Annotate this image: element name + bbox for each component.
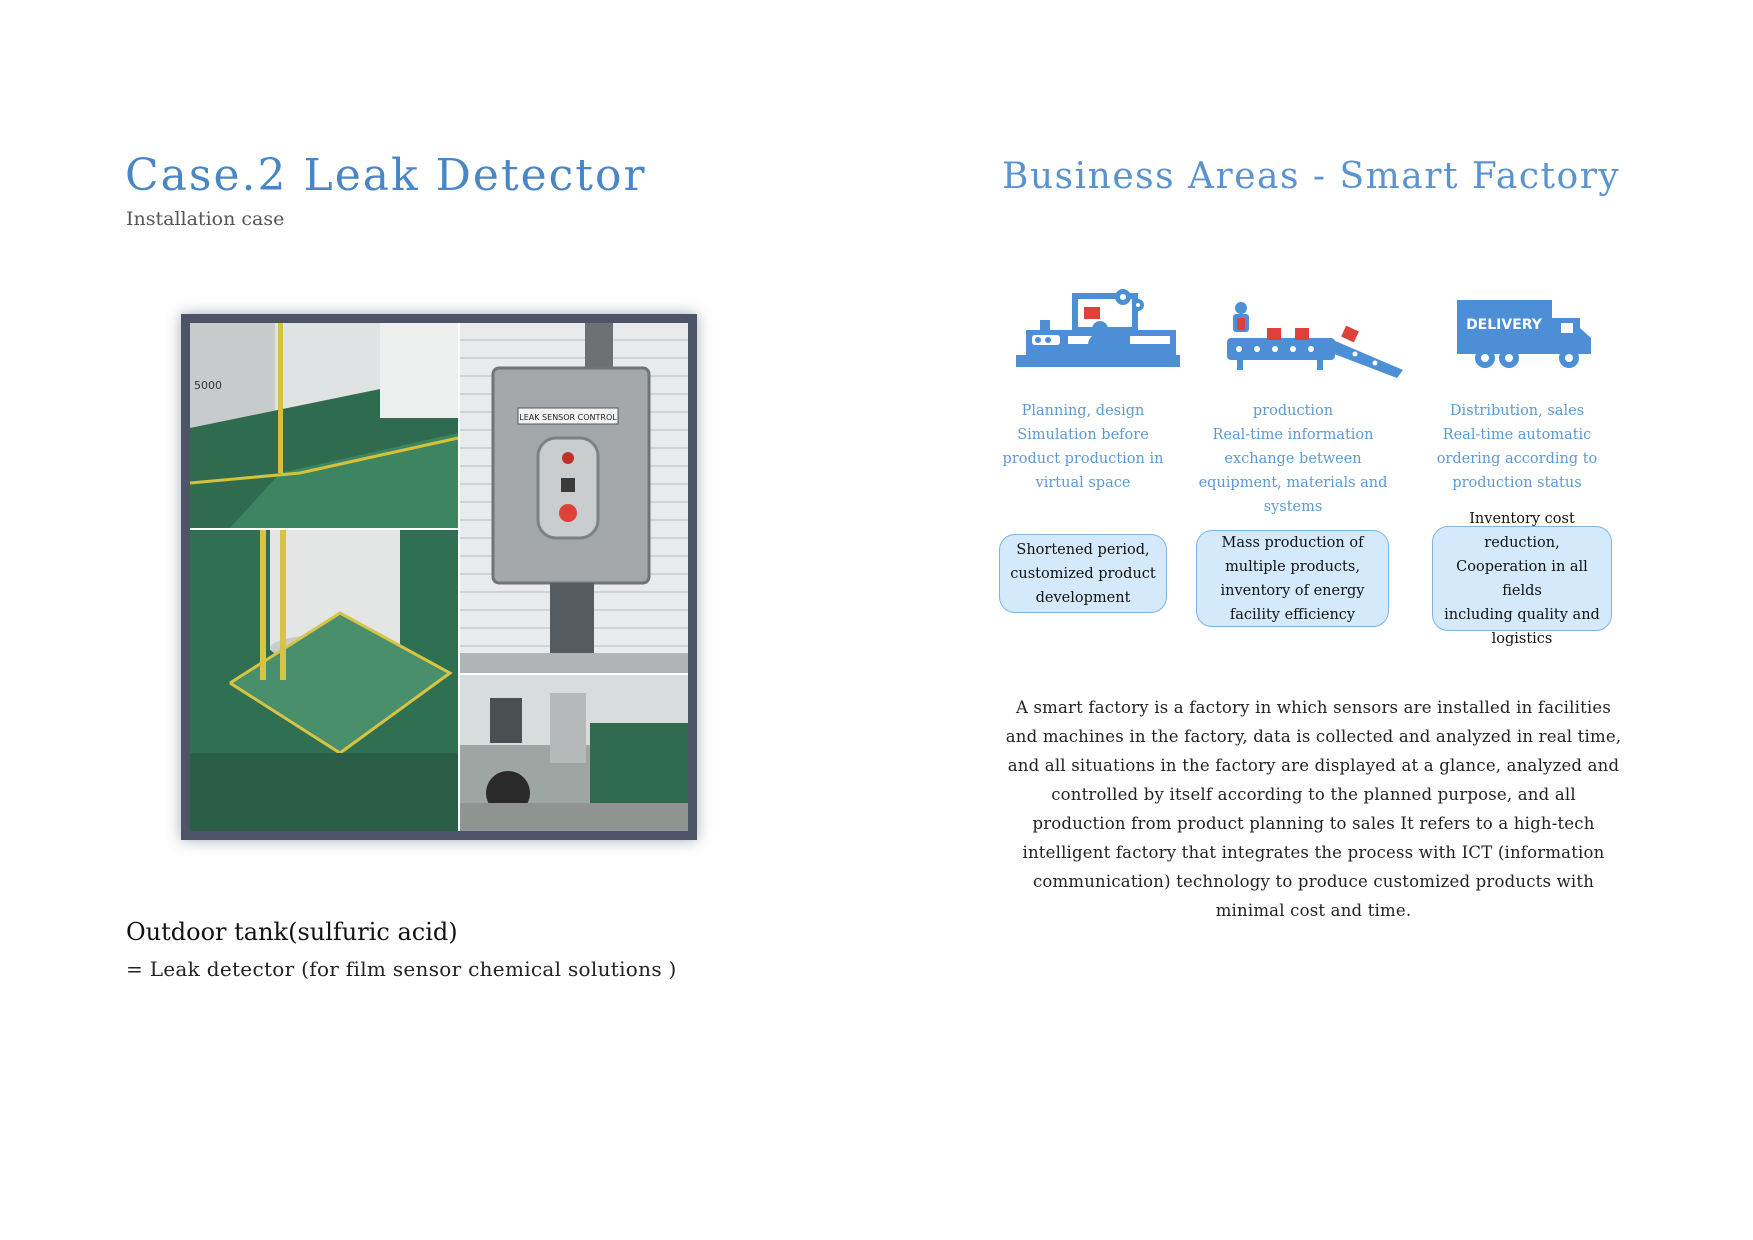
benefit-production-text: Mass production of multiple products, inventory of energy facility efficiency	[1220, 534, 1365, 623]
installation-photo-collage	[190, 323, 688, 831]
area-planning-description-text: Planning, design Simulation before product production in virtual space	[1002, 403, 1164, 491]
benefit-box-distribution	[1432, 510, 1612, 647]
photo-control-panel	[460, 323, 688, 703]
installation-photo-illustration	[190, 323, 688, 831]
area-production-description	[1193, 399, 1393, 519]
benefit-box-planning	[999, 534, 1167, 613]
production-conveyor-icon	[1225, 300, 1405, 380]
smart-factory-paragraph: A smart factory is a factory in which sensors are installed in facilities and machines in the factory, data is collected and analyzed in real time, and all situations in the factory are displayed at a glance, analyzed and controlled by itself according to the planned purpose, and all production from product planning to sales It refers to a high-tech intelligent factory that integrates the process with ICT (information communication) technology to produce customized products with minimal cost and time.	[1005, 698, 1622, 920]
area-planning-description	[983, 399, 1183, 495]
caption-subtitle: = Leak detector (for film sensor chemical solutions )	[126, 957, 677, 981]
photo-tank-top-left	[190, 323, 458, 528]
page-title-left: Case.2 Leak Detector	[125, 150, 647, 201]
photo-outdoor-enclosure	[460, 675, 688, 831]
planning-design-icon	[1010, 285, 1186, 375]
leak-sensor-panel-label: LEAK SENSOR CONTROL	[519, 413, 617, 422]
caption-title: Outdoor tank(sulfuric acid)	[126, 918, 458, 946]
benefit-box-production	[1196, 530, 1389, 627]
tank-marking-text: 5000	[194, 379, 222, 392]
installation-photo-frame	[181, 314, 697, 840]
delivery-truck-icon	[1455, 298, 1595, 374]
area-distribution-description	[1417, 399, 1617, 495]
benefit-distribution-text: Inventory cost reduction, Cooperation in all fields including quality and logistics	[1444, 510, 1600, 647]
page-title-right: Business Areas - Smart Factory	[1002, 156, 1621, 197]
area-distribution-description-text: Distribution, sales Real-time automatic ordering according to production status	[1436, 403, 1598, 491]
page-subtitle-left: Installation case	[126, 208, 285, 230]
area-production-description-text: production Real-time information exchange between equipment, materials and systems	[1198, 403, 1388, 515]
benefit-planning-text: Shortened period, customized product development	[1010, 541, 1156, 606]
photo-tank-bund	[190, 530, 458, 831]
delivery-label: DELIVERY	[1466, 317, 1542, 333]
